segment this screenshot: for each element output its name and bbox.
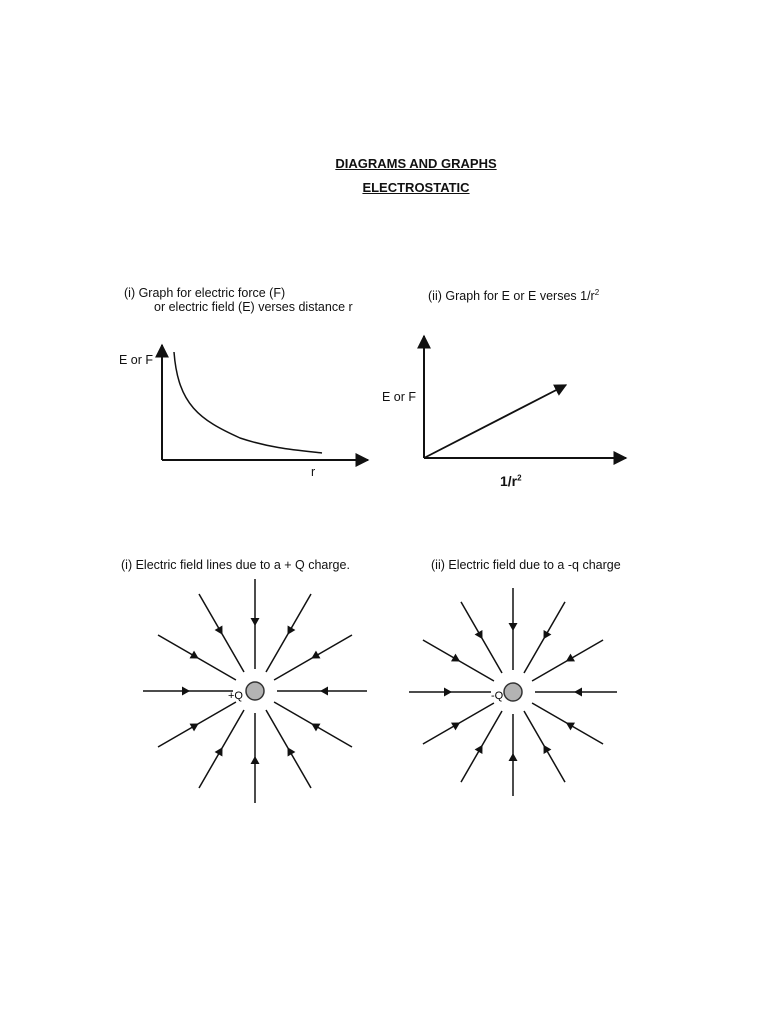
graph1-y-axis-label: E or F bbox=[119, 353, 154, 367]
field1-charge-label: +Q bbox=[228, 690, 243, 702]
graph1-axes bbox=[162, 345, 368, 460]
page-subtitle: ELECTROSTATIC bbox=[362, 180, 470, 195]
field1-caption: (i) Electric field lines due to a + Q charge. bbox=[121, 558, 350, 572]
field1-charge-icon bbox=[246, 682, 264, 700]
field2-charge-icon bbox=[504, 683, 522, 701]
graph2-y-axis-label: E or F bbox=[382, 390, 417, 404]
field2-charge-label: -Q bbox=[491, 690, 504, 702]
graph2-x-axis-label-base: 1/r bbox=[500, 473, 518, 489]
graph2-caption-exponent: 2 bbox=[594, 288, 600, 297]
page-title: DIAGRAMS AND GRAPHS bbox=[335, 156, 497, 171]
graph1-curve bbox=[174, 352, 322, 453]
field-arrow-icon bbox=[251, 756, 260, 764]
field-arrow-icon bbox=[509, 753, 518, 761]
field-arrow-icon bbox=[444, 688, 452, 697]
field-arrow-icon bbox=[574, 688, 582, 697]
graph2-axes bbox=[424, 336, 626, 458]
field-arrow-icon bbox=[182, 687, 190, 696]
field-arrow-icon bbox=[251, 618, 260, 626]
graph2-line bbox=[424, 385, 566, 458]
field-arrow-icon bbox=[509, 623, 518, 631]
field2-caption: (ii) Electric field due to a -q charge bbox=[431, 558, 621, 572]
graph1-x-axis-label: r bbox=[311, 465, 316, 479]
graph1-caption-line1: (i) Graph for electric force (F) bbox=[124, 286, 286, 300]
field-arrow-icon bbox=[320, 687, 328, 696]
graph1-caption-line2: or electric field (E) verses distance r bbox=[154, 300, 353, 314]
graph2-caption-text: (ii) Graph for E or E verses 1/r bbox=[428, 289, 595, 304]
graph2-x-axis-label-exponent: 2 bbox=[517, 473, 522, 483]
